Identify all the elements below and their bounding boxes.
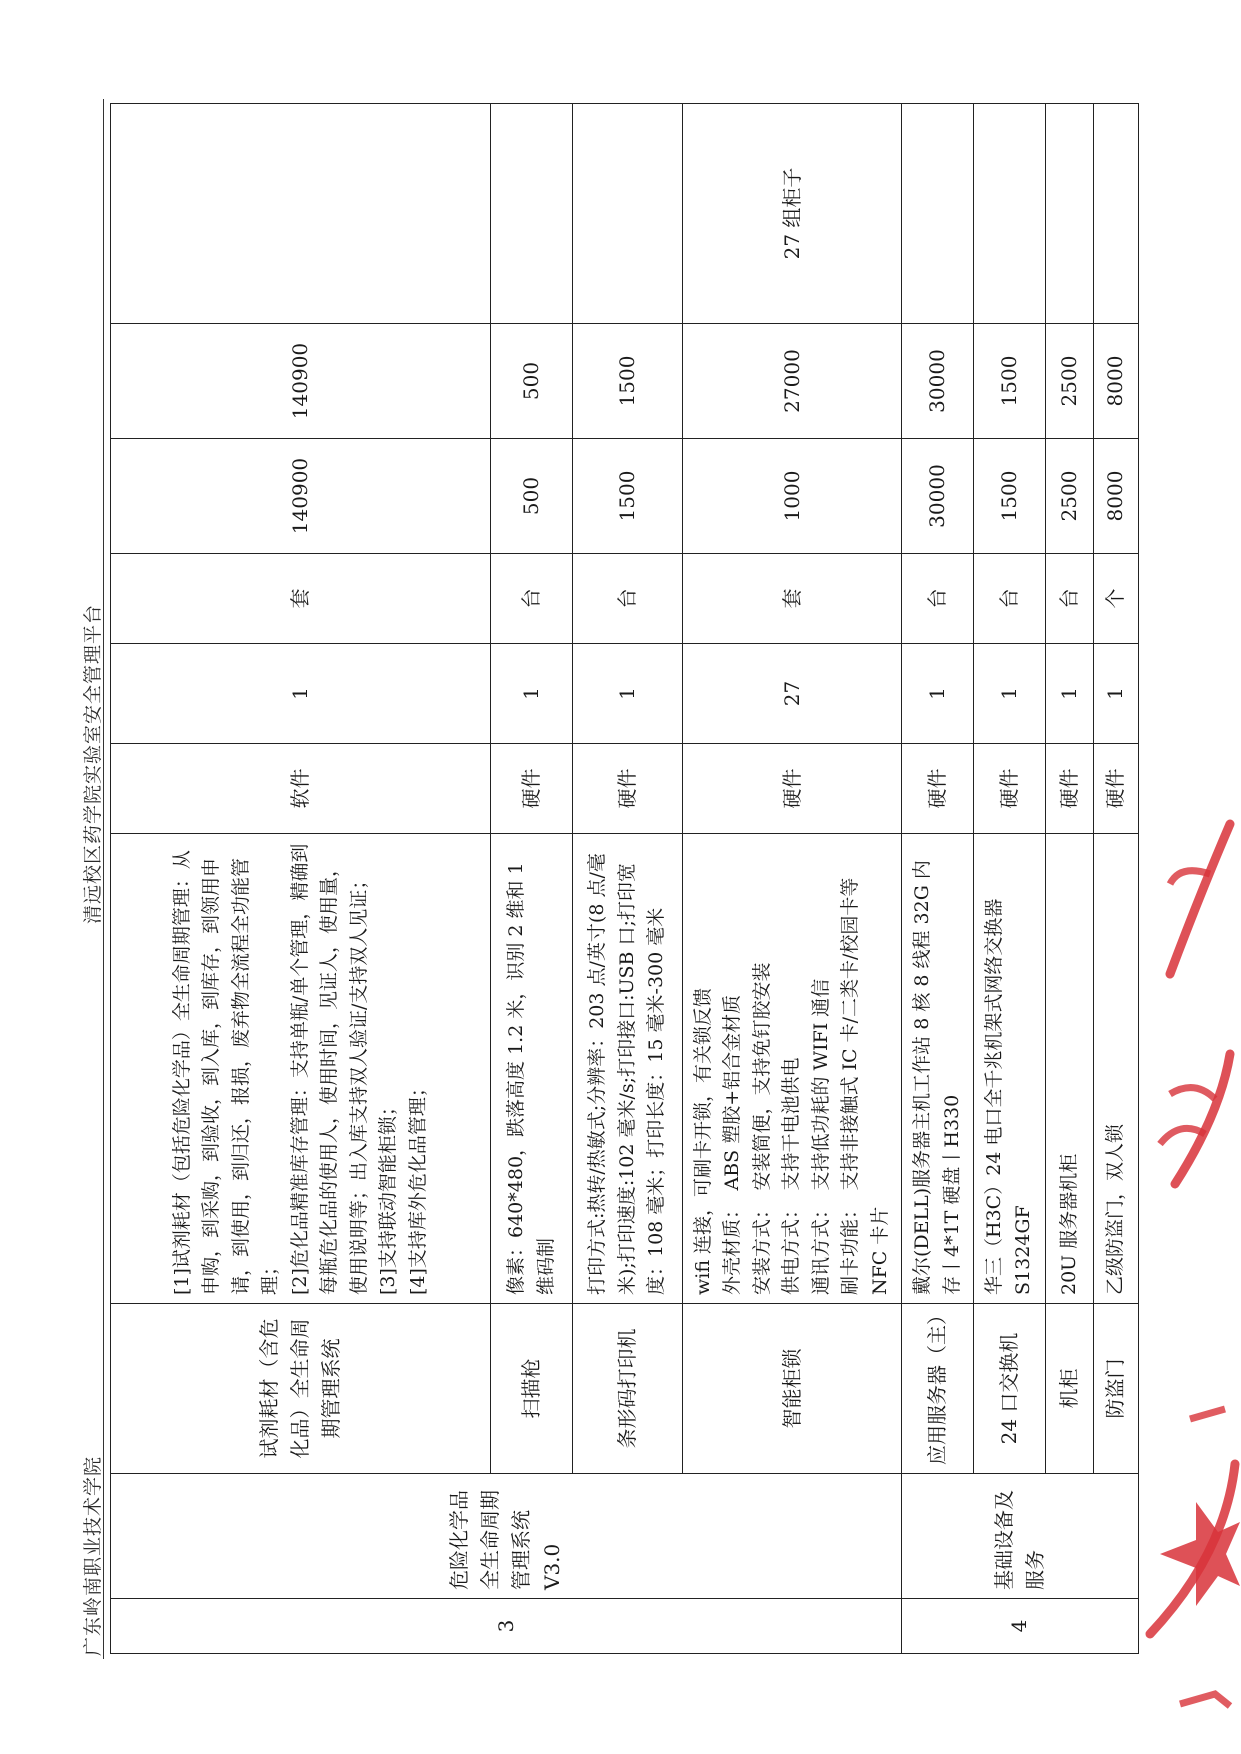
seal-arc-left: [1150, 1464, 1235, 1634]
spec-line: [1]试剂耗材（包括危险化学品）全生命周期管理：从申购，到采购，到验收，到入库，到库存，到领用申请，到使用，到归还，报损，废弃物全流程全功能管理；: [171, 850, 282, 1295]
spec-line: 20U 服务器机柜: [1057, 1153, 1080, 1295]
seal-glyph-fragment: [1170, 871, 1210, 884]
item-quantity: 1: [111, 644, 491, 744]
unit-price: 2500: [1045, 439, 1093, 554]
remark: 27 组柜子: [683, 104, 902, 324]
spec-line: 通讯方式： 支持低功耗的 WIFI 通信: [809, 978, 832, 1295]
spec-line: 刷卡功能： 支持非接触式 IC 卡/二类卡/校园卡等 NFC 卡片: [839, 877, 891, 1295]
table-row: [902, 104, 974, 1654]
item-unit: 套: [111, 554, 491, 644]
header-platform-title: 清远校区药学院实验室安全管理平台: [82, 603, 104, 924]
product-spec: [111, 834, 491, 1304]
item-type: 硬件: [1093, 744, 1138, 834]
product-spec: [973, 834, 1045, 1304]
seal-glyph-fragment: [1170, 1088, 1215, 1099]
product-name: 防盗门: [1093, 1304, 1138, 1474]
product-spec: [1093, 834, 1138, 1304]
item-type: 硬件: [491, 744, 573, 834]
item-type: 硬件: [1045, 744, 1093, 834]
project-name: 危险化学品全生命周期管理系统 V3.0: [111, 1474, 902, 1599]
item-quantity: 1: [1093, 644, 1138, 744]
table-row: [1045, 104, 1093, 1654]
product-name: 24 口交换机: [973, 1304, 1045, 1474]
product-name: 机柜: [1045, 1304, 1093, 1474]
product-name: 智能柜锁: [683, 1304, 902, 1474]
seal-arc-middle: [1175, 1054, 1230, 1184]
remark: [1045, 104, 1093, 324]
item-unit: 个: [1093, 554, 1138, 644]
item-quantity: 1: [491, 644, 573, 744]
spec-line: 华三（H3C）24 电口全千兆机架式网络交换器 S1324GF: [982, 898, 1035, 1295]
product-name: 试剂耗材（含危化品）全生命周期管理系统: [111, 1304, 491, 1474]
header-institution: 广东岭南职业技术学院: [82, 1455, 104, 1656]
total-price: 30000: [902, 324, 974, 439]
product-name: 条形码打印机: [573, 1304, 683, 1474]
item-quantity: 1: [573, 644, 683, 744]
unit-price: 1000: [683, 439, 902, 554]
quotation-table: [110, 103, 1139, 1654]
table-row: [973, 104, 1045, 1654]
spec-line: 乙级防盗门，双人锁: [1104, 1123, 1127, 1295]
spec-line: 像素：640*480，跌落高度 1.2 米，识别 2 维和 1 维码制: [505, 862, 557, 1295]
table-row: [111, 104, 491, 1654]
product-spec: [902, 834, 974, 1304]
seal-glyph-fragment: [1180, 1694, 1230, 1706]
spec-line: [3]支持联动智能柜锁；: [377, 1097, 400, 1295]
item-type: 硬件: [683, 744, 902, 834]
unit-price: 1500: [573, 439, 683, 554]
item-type: 软件: [111, 744, 491, 834]
item-quantity: 1: [973, 644, 1045, 744]
item-quantity: 1: [902, 644, 974, 744]
product-spec: [573, 834, 683, 1304]
spec-line: wifi 连接，可刷卡开锁，有关锁反馈: [692, 987, 714, 1295]
remark: [111, 104, 491, 324]
unit-price: 140900: [111, 439, 491, 554]
item-unit: 台: [1045, 554, 1093, 644]
table-row: [491, 104, 573, 1654]
project-name: 基础设备及服务: [902, 1474, 1139, 1599]
item-unit: 台: [902, 554, 974, 644]
product-name: 扫描枪: [491, 1304, 573, 1474]
total-price: 1500: [573, 324, 683, 439]
remark: [973, 104, 1045, 324]
header-divider: [103, 99, 104, 1659]
product-spec: [1045, 834, 1093, 1304]
remark: [902, 104, 974, 324]
spec-line: 供电方式： 支持干电池供电: [780, 1057, 803, 1295]
unit-price: 8000: [1093, 439, 1138, 554]
item-quantity: 27: [683, 644, 902, 744]
spec-line: 打印方式:热转/热敏式;分辨率：203 点/英寸(8 点/毫米);打印速度:102 毫米/s;打印接口:USB 口;打印宽度：108 毫米；打印长度：15 毫米-300 毫米: [586, 853, 668, 1295]
table-row: [1093, 104, 1138, 1654]
item-type: 硬件: [902, 744, 974, 834]
seal-star-icon: [1160, 1502, 1240, 1606]
spec-line: 安装方式： 安装简便，支持免钉胶安装: [750, 962, 773, 1295]
item-unit: 台: [573, 554, 683, 644]
unit-price: 30000: [902, 439, 974, 554]
item-number: 3: [111, 1599, 902, 1654]
total-price: 8000: [1093, 324, 1138, 439]
product-name: 应用服务器（主）: [902, 1304, 974, 1474]
table-row: [683, 104, 902, 1654]
product-spec: [683, 834, 902, 1304]
product-spec: [491, 834, 573, 1304]
item-unit: 台: [491, 554, 573, 644]
unit-price: 1500: [973, 439, 1045, 554]
total-price: 140900: [111, 324, 491, 439]
item-unit: 台: [973, 554, 1045, 644]
item-type: 硬件: [573, 744, 683, 834]
total-price: 2500: [1045, 324, 1093, 439]
item-type: 硬件: [973, 744, 1045, 834]
total-price: 500: [491, 324, 573, 439]
total-price: 27000: [683, 324, 902, 439]
item-quantity: 1: [1045, 644, 1093, 744]
item-number: 4: [902, 1599, 1139, 1654]
seal-arc-right: [1170, 824, 1230, 974]
unit-price: 500: [491, 439, 573, 554]
total-price: 1500: [973, 324, 1045, 439]
seal-glyph-fragment: [1160, 1128, 1205, 1144]
remark: [573, 104, 683, 324]
remark: [1093, 104, 1138, 324]
spec-line: [2]危化品精准库存管理：支持单瓶/单个管理，精确到每瓶危化品的使用人，使用时间，见证人，使用量，使用说明等；出入库支持双人验证/支持双人见证；: [288, 843, 370, 1295]
table-row: [573, 104, 683, 1654]
seal-glyph-fragment: [1190, 1409, 1225, 1419]
spec-line: [4]支持库外危化品管理；: [406, 1078, 429, 1295]
item-unit: 套: [683, 554, 902, 644]
spec-line: 外壳材质： ABS 塑胶+铝合金材质: [721, 994, 744, 1295]
remark: [491, 104, 573, 324]
spec-line: 戴尔(DELL)服务器主机工作站 8 核 8 线程 32G 内存丨4*1T 硬盘丨H330: [911, 860, 963, 1295]
